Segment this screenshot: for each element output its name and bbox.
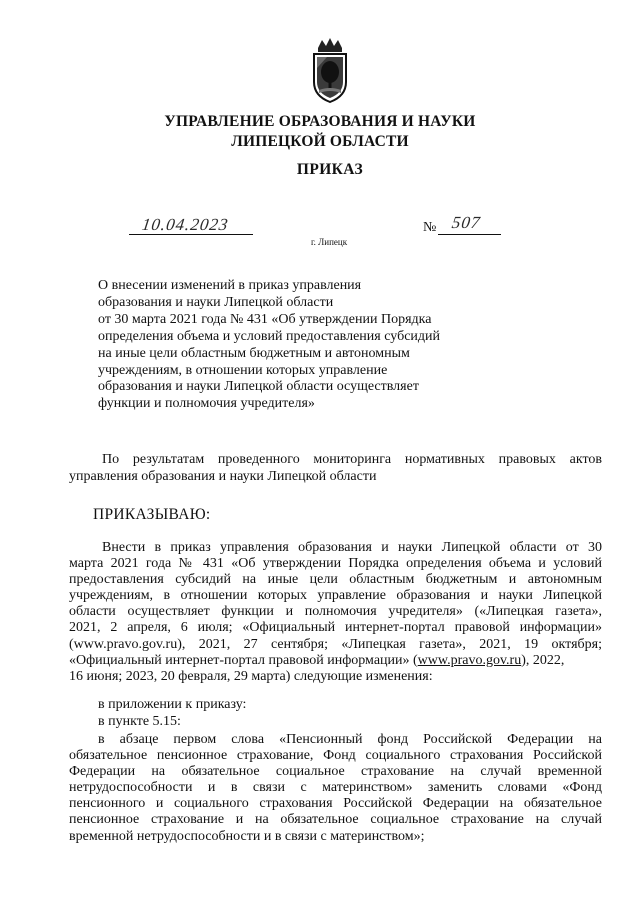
main-order-paragraph xyxy=(69,540,602,685)
body-line: Внести в приказ управления образования и науки Липецкой области от 30 xyxy=(102,540,602,555)
subject-line: образования и науки Липецкой области осуществляет xyxy=(98,379,419,395)
document-subject xyxy=(98,278,518,413)
city-label: г. Липецк xyxy=(311,237,348,247)
amend-line: пенсионного и социального страхования Российской Федерации на обязательное xyxy=(69,796,602,812)
body-line: учреждениям, в отношении которых управление образования и науки Липецкой xyxy=(69,588,602,604)
amend-line: пенсионное страхование и на обязательное социальное страхование на случай xyxy=(69,812,602,828)
subject-line: на иные цели областным бюджетным и автономным xyxy=(98,345,410,361)
pravo-gov-link[interactable]: www.pravo.gov.ru xyxy=(417,652,522,668)
amend-line: в абзаце первом слова «Пенсионный фонд Российской Федерации на xyxy=(98,732,602,747)
subject-line: функции и полномочия учредителя» xyxy=(98,396,315,412)
amend-line: нетрудоспособности и в связи с материнством» заменить словами «Фонд xyxy=(69,780,602,796)
number-underline xyxy=(438,234,501,235)
handwritten-date: 10.04.2023 xyxy=(140,215,230,234)
item-line-appendix: в приложении к приказу: xyxy=(98,697,247,712)
body-line: 16 июня; 2023, 20 февраля, 29 марта) следующие изменения: xyxy=(69,668,433,684)
preamble-paragraph xyxy=(69,452,602,485)
body-line: 2021, 2 апреля, 6 июля; «Официальный интернет-портал правовой информации» xyxy=(69,620,602,636)
body-line-part: ), 2022, xyxy=(521,652,565,668)
organization-name-line1: УПРАВЛЕНИЕ ОБРАЗОВАНИЯ И НАУКИ xyxy=(164,113,476,130)
lipetsk-coat-of-arms-icon xyxy=(310,38,350,104)
amend-line: обязательное пенсионное страхование, Фонд социального страхования Российской xyxy=(69,748,602,764)
item-line-clause: в пункте 5.15: xyxy=(98,714,181,729)
subject-line: учреждениям, в отношении которых управление xyxy=(98,362,388,378)
subject-line: образования и науки Липецкой области xyxy=(98,294,334,310)
body-line: (www.pravo.gov.ru), 2021, 27 сентября; «Липецкая газета», 2021, 19 октября; xyxy=(69,636,602,652)
subject-line: от 30 марта 2021 года № 431 «Об утверждении Порядка xyxy=(98,311,432,327)
number-sign: № xyxy=(423,220,437,235)
amend-line: Федерации на обязательное социальное страхование на случай временной xyxy=(69,764,602,780)
subject-line: определения объема и условий предоставления субсидий xyxy=(98,328,441,344)
organization-name-line2: ЛИПЕЦКОЙ ОБЛАСТИ xyxy=(231,133,409,150)
preamble-line: управления образования и науки Липецкой области xyxy=(69,468,377,484)
order-word: ПРИКАЗЫВАЮ: xyxy=(93,506,211,523)
handwritten-number: 507 xyxy=(450,213,482,232)
document-type-title: ПРИКАЗ xyxy=(296,161,364,178)
body-line: области осуществляет функции и полномочия учредителя» («Липецкая газета», xyxy=(69,604,602,620)
date-underline xyxy=(129,234,253,235)
amend-line: временной нетрудоспособности и в связи с материнством»; xyxy=(69,828,425,844)
body-line-with-link xyxy=(69,653,602,669)
preamble-line: По результатам проведенного мониторинга нормативных правовых актов xyxy=(102,452,602,467)
amendment-paragraph xyxy=(69,732,602,845)
body-line: марта 2021 года № 431 «Об утверждении Порядка определения объема и условий xyxy=(69,556,602,572)
body-line-part: «Официальный интернет-портал правовой информации» ( xyxy=(69,652,418,668)
subject-line: О внесении изменений в приказ управления xyxy=(98,278,362,293)
body-line: предоставления субсидий на иные цели областным бюджетным и автономным xyxy=(69,572,602,588)
